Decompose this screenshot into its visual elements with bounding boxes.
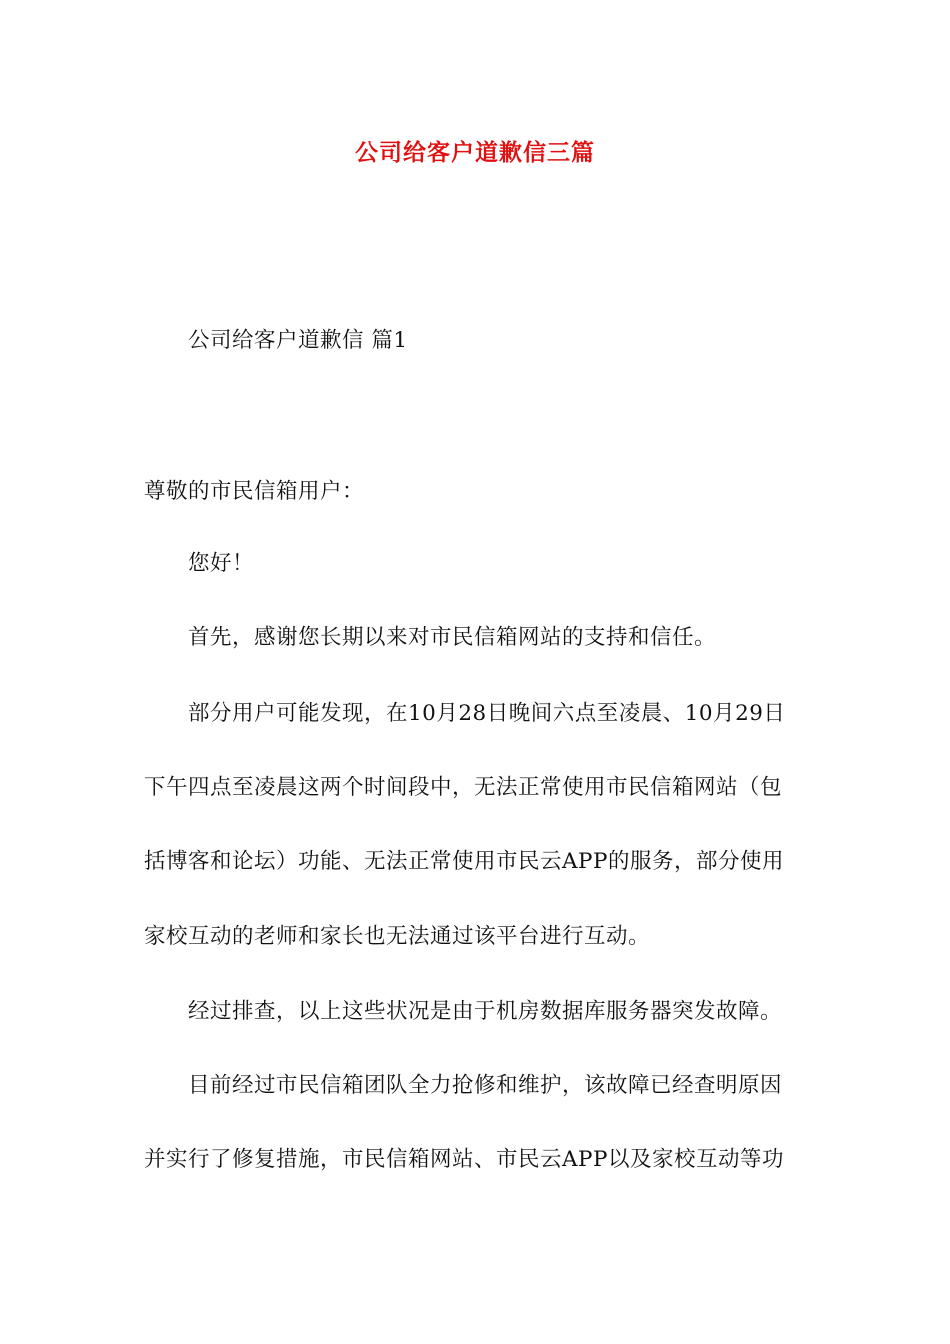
document-title: 公司给客户道歉信三篇 (355, 139, 595, 166)
section-heading: 公司给客户道歉信 篇1 (188, 328, 408, 353)
paragraph-line: 家校互动的老师和家长也无法通过该平台进行互动。 (144, 924, 651, 949)
paragraph-line: 下午四点至凌晨这两个时间段中，无法正常使用市民信箱网站（包 (144, 775, 783, 800)
paragraph-line: 部分用户可能发现，在10月28日晚间六点至凌晨、10月29日 (188, 701, 786, 726)
paragraph-line: 经过排查，以上这些状况是由于机房数据库服务器突发故障。 (188, 999, 783, 1024)
greeting: 您好！ (188, 551, 255, 576)
salutation: 尊敬的市民信箱用户： (144, 479, 365, 504)
paragraph-line: 首先，感谢您长期以来对市民信箱网站的支持和信任。 (188, 625, 717, 650)
paragraph-line: 括博客和论坛）功能、无法正常使用市民云APP的服务，部分使用 (144, 849, 784, 874)
paragraph-line: 并实行了修复措施，市民信箱网站、市民云APP以及家校互动等功 (144, 1147, 784, 1172)
paragraph-line: 目前经过市民信箱团队全力抢修和维护，该故障已经查明原因 (188, 1073, 783, 1098)
